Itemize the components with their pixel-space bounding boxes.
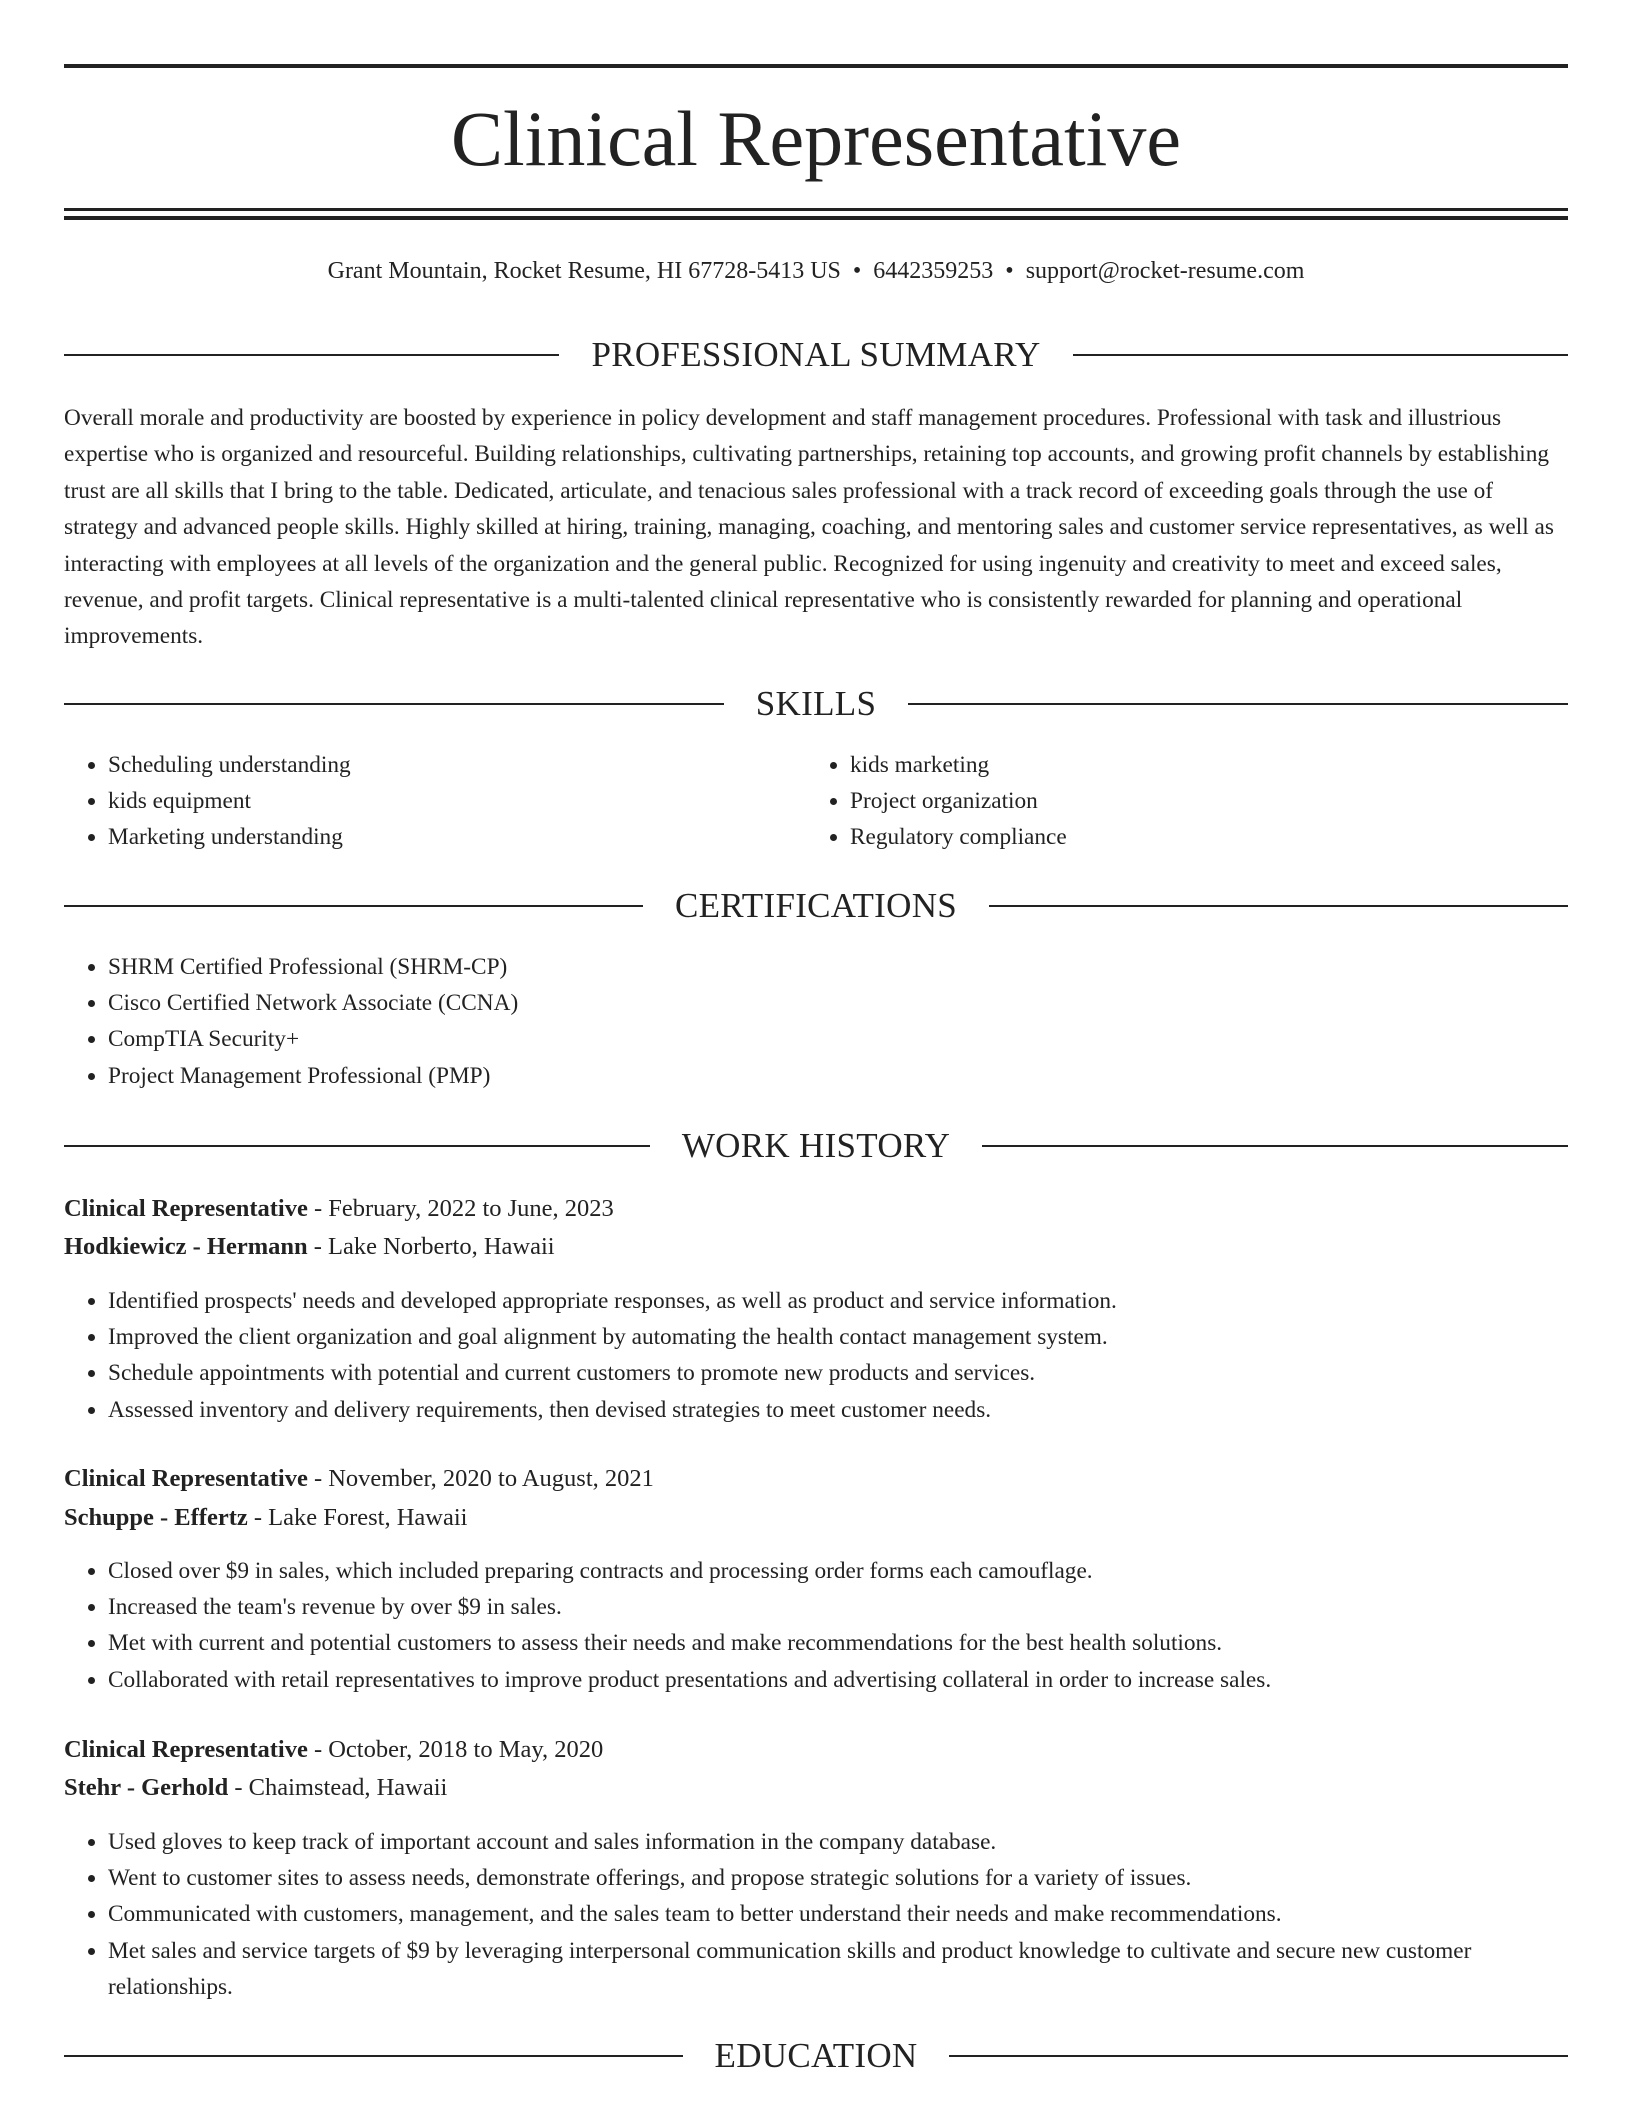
job-bullet: • Communicated with customers, management, and the sales team to better understand their needs and make recommendations. bbox=[108, 1896, 1568, 1932]
summary-heading: PROFESSIONAL SUMMARY bbox=[591, 335, 1041, 374]
job-title: Clinical Representative bbox=[64, 1465, 308, 1492]
job-title-line bbox=[64, 1732, 603, 1768]
skills-heading: SKILLS bbox=[755, 684, 877, 723]
job-bullet: • Met with current and potential customers to assess their needs and make recommendations for the best health solutions. bbox=[108, 1625, 1568, 1661]
job-bullet: • Closed over $9 in sales, which included preparing contracts and processing order forms each camouflage. bbox=[108, 1553, 1568, 1589]
summary-text: Overall morale and productivity are boosted by experience in policy development and staff management procedures. Professional with task and illustrious expertise who is organized and resourceful. Building relationships, cultivating partnerships, retaining top accounts, and growing profit channels by establishing trust are all skills that I bring to the table. Dedicated, articulate, and tenacious sales professional with a track record of exceeding goals through the use of strategy and advanced people skills. Highly skilled at hiring, training, managing, coaching, and mentoring sales and customer service representatives, as well as interacting with employees at all levels of the organization and the general public. Recognized for using ingenuity and creativity to meet and exceed sales, revenue, and profit targets. Clinical representative is a multi-talented clinical representative who is consistently rewarded for planning and operational improvements. bbox=[64, 405, 1554, 650]
job-company-line bbox=[64, 1770, 447, 1806]
job-bullet: • Collaborated with retail representatives to improve product presentations and advertising collateral in order to increase sales. bbox=[108, 1662, 1568, 1698]
certifications-heading: CERTIFICATIONS bbox=[674, 886, 958, 925]
certification-item: • Cisco Certified Network Associate (CCNA) bbox=[108, 985, 1568, 1021]
divider-line bbox=[64, 703, 724, 705]
job-title: Clinical Representative bbox=[64, 1195, 308, 1222]
certification-item: • Project Management Professional (PMP) bbox=[108, 1058, 1568, 1094]
double-rule bbox=[64, 208, 1568, 220]
skills-list-left bbox=[64, 747, 808, 856]
divider-line bbox=[64, 1145, 650, 1147]
education-heading: EDUCATION bbox=[714, 2036, 918, 2075]
contact-line bbox=[64, 254, 1568, 288]
job-location: - Lake Forest, Hawaii bbox=[247, 1504, 468, 1531]
job-bullets bbox=[64, 1553, 1568, 1698]
skill-item: • Marketing understanding bbox=[108, 819, 808, 855]
job-bullet: • Assessed inventory and delivery requirements, then devised strategies to meet customer needs. bbox=[108, 1392, 1568, 1428]
divider-line bbox=[64, 354, 559, 356]
job-bullet: • Met sales and service targets of $9 by leveraging interpersonal communication skills and product knowledge to cultivate and secure new customer relationships. bbox=[108, 1933, 1568, 2005]
certifications-section-header bbox=[64, 886, 1568, 926]
job-company-line bbox=[64, 1229, 555, 1265]
job-bullet: • Used gloves to keep track of important account and sales information in the company database. bbox=[108, 1824, 1568, 1860]
skill-item: • kids marketing bbox=[850, 747, 1550, 783]
job-dates: - February, 2022 to June, 2023 bbox=[307, 1195, 614, 1222]
contact-separator: • bbox=[1005, 258, 1014, 284]
job-bullet: • Went to customer sites to assess needs, demonstrate offerings, and propose strategic solutions for a variety of issues. bbox=[108, 1860, 1568, 1896]
work-history-heading: WORK HISTORY bbox=[681, 1126, 951, 1165]
education-section-header bbox=[64, 2036, 1568, 2076]
job-bullet: • Identified prospects' needs and developed appropriate responses, as well as product and service information. bbox=[108, 1283, 1568, 1319]
skills-section-header bbox=[64, 684, 1568, 724]
job-location: - Lake Norberto, Hawaii bbox=[307, 1233, 555, 1260]
certifications-list bbox=[64, 949, 1568, 1094]
job-title-line bbox=[64, 1191, 614, 1227]
job-bullet: • Schedule appointments with potential and current customers to promote new products and services. bbox=[108, 1355, 1568, 1391]
job-bullet: • Improved the client organization and goal alignment by automating the health contact management system. bbox=[108, 1319, 1568, 1355]
contact-separator: • bbox=[852, 258, 862, 284]
skill-item: • kids equipment bbox=[108, 783, 808, 819]
job-dates: - October, 2018 to May, 2020 bbox=[307, 1736, 604, 1763]
job-company: Stehr - Gerhold bbox=[64, 1774, 229, 1801]
job-title: Clinical Representative bbox=[64, 1736, 308, 1763]
divider-line bbox=[64, 2055, 683, 2057]
skills-list-right bbox=[806, 747, 1550, 856]
job-title-line bbox=[64, 1461, 654, 1497]
top-rule bbox=[64, 64, 1568, 68]
job-company: Schuppe - Effertz bbox=[64, 1504, 248, 1531]
skill-item: • Project organization bbox=[850, 783, 1550, 819]
contact-phone: 6442359253 bbox=[873, 258, 994, 284]
work-history-section-header bbox=[64, 1126, 1568, 1166]
job-bullets bbox=[64, 1824, 1568, 2005]
job-bullet: • Increased the team's revenue by over $9 in sales. bbox=[108, 1589, 1568, 1625]
certification-item: • CompTIA Security+ bbox=[108, 1021, 1568, 1057]
contact-address: Grant Mountain, Rocket Resume, HI 67728-5413 US bbox=[327, 258, 841, 284]
divider-line bbox=[982, 1145, 1568, 1147]
divider-line bbox=[908, 703, 1568, 705]
job-company-line bbox=[64, 1500, 467, 1536]
skill-item: • Regulatory compliance bbox=[850, 819, 1550, 855]
skill-item: • Scheduling understanding bbox=[108, 747, 808, 783]
divider-line bbox=[64, 905, 643, 907]
job-location: - Chaimstead, Hawaii bbox=[228, 1774, 448, 1801]
divider-line bbox=[1073, 354, 1568, 356]
candidate-name: Clinical Representative bbox=[451, 95, 1181, 182]
divider-line bbox=[989, 905, 1568, 907]
job-company: Hodkiewicz - Hermann bbox=[64, 1233, 308, 1260]
job-bullets bbox=[64, 1283, 1568, 1428]
summary-section-header bbox=[64, 335, 1568, 375]
certification-item: • SHRM Certified Professional (SHRM-CP) bbox=[108, 949, 1568, 985]
divider-line bbox=[949, 2055, 1568, 2057]
contact-email: support@rocket-resume.com bbox=[1025, 258, 1305, 284]
job-dates: - November, 2020 to August, 2021 bbox=[307, 1465, 654, 1492]
